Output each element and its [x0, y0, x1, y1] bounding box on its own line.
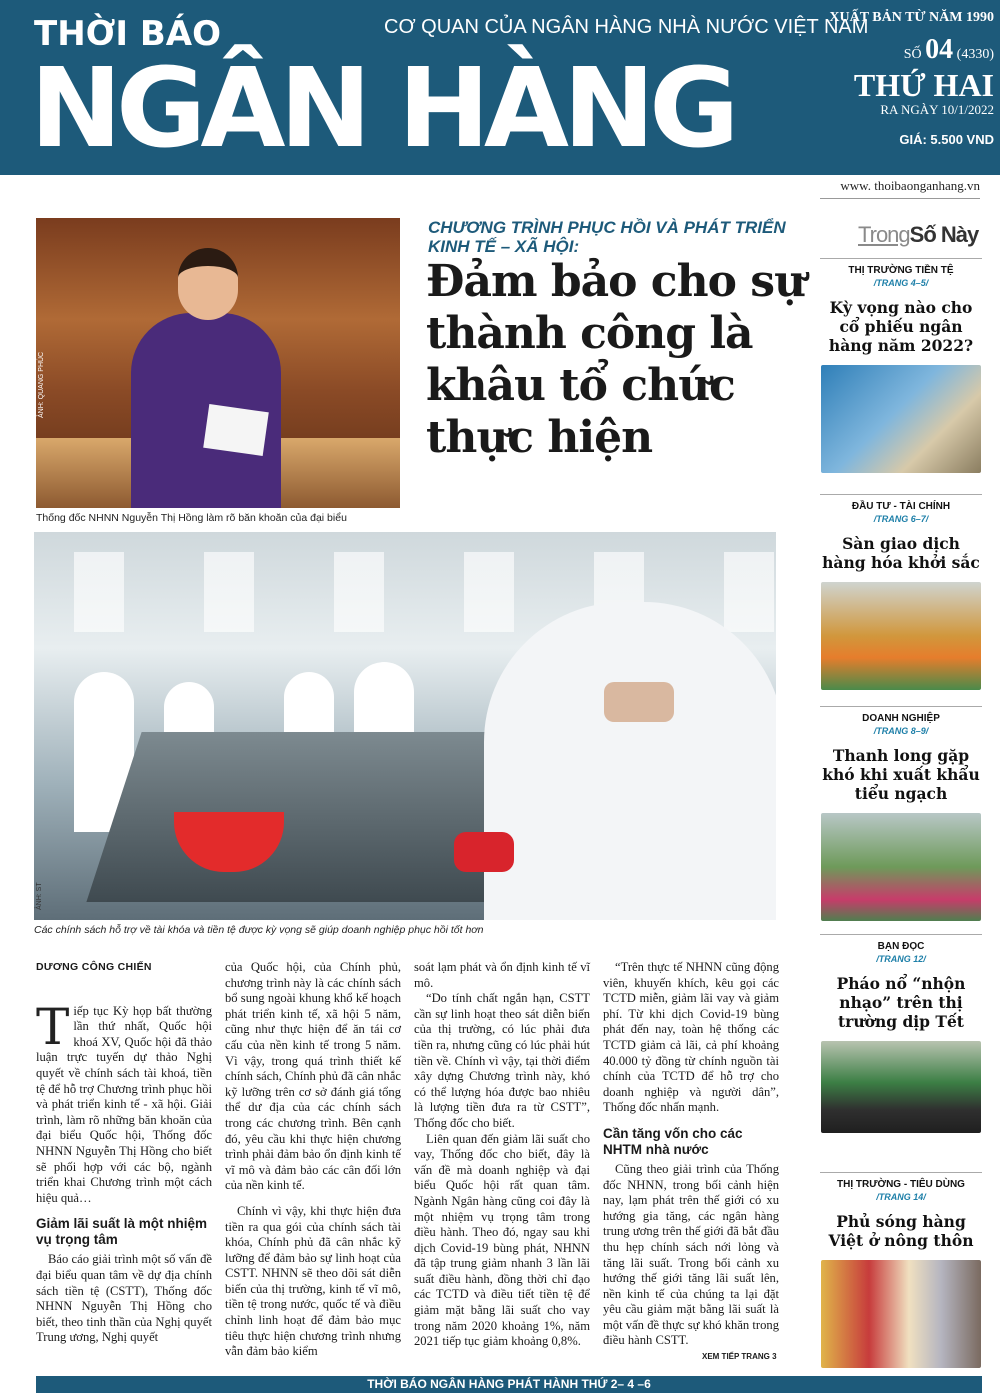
photo-person-head [178, 248, 238, 320]
photo-paper [203, 404, 269, 456]
sidebar-pages: /TRANG 6–7/ [873, 514, 929, 524]
divider [820, 706, 982, 707]
lead-photo-caption: Thống đốc NHNN Nguyễn Thị Hồng làm rõ băn khoăn của đại biểu [36, 512, 347, 524]
sidebar-title-b: Số Này [909, 222, 979, 247]
since-year: XUẤT BẢN TỪ NĂM 1990 [829, 10, 994, 25]
sidebar-category: ĐẦU TƯ - TÀI CHÍNH [851, 501, 951, 512]
issue-num: 04 [925, 34, 954, 65]
subhead: Giảm lãi suất là một nhiệm vụ trọng tâm [36, 1216, 208, 1248]
sidebar-pages: /TRANG 14/ [876, 1192, 926, 1202]
headline-kicker: CHƯƠNG TRÌNH PHỤC HỒI VÀ PHÁT TRIỂN KINH TẾ – XÃ HỘI: [428, 218, 786, 256]
sidebar-photo [821, 365, 981, 473]
sidebar-pages: /TRANG 4–5/ [873, 278, 929, 288]
issue-prefix: SỐ [903, 47, 922, 62]
sidebar-category: THỊ TRƯỜNG TIỀN TỆ [848, 265, 954, 276]
article-column-1 [36, 960, 212, 1346]
sidebar-item[interactable] [820, 494, 982, 690]
masthead-title: NGÂN HÀNG [30, 44, 734, 172]
sidebar-headline[interactable]: Phủ sóng hàng Việt ở nông thôn [828, 1212, 974, 1250]
masthead [0, 0, 1000, 175]
sidebar-headline[interactable]: Kỳ vọng nào cho cổ phiếu ngân hàng năm 2022? [828, 298, 974, 355]
photo-worker-face [604, 682, 674, 722]
article-paragraph: Chính vì vậy, khi thực hiện đưa tiền ra qua gói của chính sách tài khóa, Chính phủ đã cân nhắc kỹ lưỡng để đảm bảo sự linh hoạt của CSTT. NHNN sẽ theo dõi sát diễn biến của thị trường, kinh tế vĩ mô, tiền tệ trong nước, quốc tế và điều chỉnh linh hoạt để đảm bảo mục tiêu thực hiện chương trình nhưng vẫn đảm bảo kiểm [225, 1203, 401, 1359]
dropcap: T [36, 997, 70, 1056]
publish-date: RA NGÀY 10/1/2022 [880, 102, 994, 117]
price: GIÁ: 5.500 VND [899, 132, 994, 147]
sidebar-pages: /TRANG 8–9/ [873, 726, 929, 736]
article-paragraph: soát lạm phát và ổn định kinh tế vĩ mô. [414, 960, 590, 990]
lead-photo [36, 218, 400, 508]
continued-link[interactable]: XEM TIẾP TRANG 3 [702, 1352, 777, 1361]
sidebar-category: THỊ TRƯỜNG - TIÊU DÙNG [837, 1179, 965, 1190]
article-paragraph: Báo cáo giải trình một số vấn đề đại biểu quan tâm về dự địa chính sách tiền tệ (CSTT), Thống đốc NHNN Nguyễn Thị Hồng cho biết, theo tinh thần của Nghị quyết Trung ương, Nghị quyết [36, 1252, 212, 1345]
article-paragraph [36, 997, 212, 1207]
issue-info [818, 10, 994, 147]
factory-photo [34, 532, 776, 920]
article-column-4 [603, 960, 779, 1349]
article-paragraph: “Do tính chất ngắn hạn, CSTT cần sự linh hoạt theo sát diễn biến của thị trường, có lúc phải đưa tiền ra, nhưng cũng có lúc phải hút tiền về. Chính vì vậy, tại thời điểm xây dựng Chương trình này, khó có thể lượng hóa được bao nhiêu là lượng tiền đưa ra từ CSTT”, Thống đốc cho biết. [414, 991, 590, 1130]
paragraph-text: iếp tục Kỳ họp bất thường lần thứ nhất, Quốc hội khoá XV, Quốc hội đã thảo luận trực tuyến dự thảo Nghị quyết về chính sách tài khoá, tiền tệ để hỗ trợ Chương trình phục hồi và phát triển kinh tế - xã hội. Giải trình, làm rõ những băn khoăn của đại biểu Quốc hội, Thống đốc NHNN Nguyễn Thị Hồng cho biết sẽ phối hợp với các bộ, ngành triển khai Chương trình một cách hiệu quả… [36, 1003, 212, 1205]
sidebar-item[interactable] [820, 934, 982, 1133]
sidebar-headline[interactable]: Pháo nổ “nhộn nhạo” trên thị trường dịp Tết [836, 974, 966, 1031]
divider [820, 1172, 982, 1173]
sidebar-photo [821, 813, 981, 921]
article-column-3 [414, 960, 590, 1350]
divider [820, 258, 982, 259]
article-paragraph: của Quốc hội, của Chính phủ, chương trình này là các chính sách bổ sung ngoài khung khổ kế hoạch phát triển kinh tế, xã hội 5 năm, cũng như thực hiện để ăn tái cơ cấu của nền kinh tế trong 5 năm. Vì vậy, trong quá trình thiết kế chính sách, Chính phủ đã cân nhắc kỹ lưỡng trên cơ sở đánh giá tổng thể dư địa của các chính sách trong các chương trình. Bên cạnh đó, yêu cầu khi thực hiện chương trình phải đảm bảo ổn định kinh tế vĩ mô và đảm bảo các cân đối lớn của nền kinh tế. [225, 960, 401, 1193]
article-column-2 [225, 960, 401, 1360]
sidebar-item[interactable] [820, 258, 982, 473]
photo-worker [484, 602, 776, 920]
footer-banner: THỜI BÁO NGÂN HÀNG PHÁT HÀNH THỨ 2– 4 –6 [36, 1376, 982, 1393]
sidebar-photo [821, 1041, 981, 1133]
sidebar-pages: /TRANG 12/ [876, 954, 926, 964]
article-paragraph: Cũng theo giải trình của Thống đốc NHNN, trong bối cảnh hiện nay, lạm phát trên thế giới có xu hướng gia tăng, các ngân hàng trung ương trên thế giới đã bắt đầu thu hẹp chính sách nới lỏng và tăng lãi suất. Trong bối cảnh xu hướng thế giới tăng lãi suất lên, nền kinh tế của chúng ta lại đặt yêu cầu giảm mặt bằng lãi suất là một vấn đề thực sự khó khăn trong điều hành CSTT. [603, 1161, 779, 1348]
weekday: THỨ HAI [853, 67, 994, 103]
article-paragraph: “Trên thực tế NHNN cũng động viên, khuyến khích, kêu gọi các TCTD miễn, giảm lãi vay và giảm phí. Từ khi dịch Covid-19 bùng phát đến nay, toàn hệ thống các TCTD giảm cả lãi, cả phí khoảng 40.000 tỷ đồng từ chính nguồn tài chính của TCTD để hỗ trợ cho doanh nghiệp và người dân”, Thống đốc nhấn mạnh. [603, 960, 779, 1115]
photo-red-glove [454, 832, 514, 872]
sidebar-headline[interactable]: Thanh long gặp khó khi xuất khẩu tiểu ngạch [822, 746, 980, 803]
masthead-agency: CƠ QUAN CỦA NGÂN HÀNG NHÀ NƯỚC VIỆT NAM [384, 16, 869, 38]
factory-photo-caption: Các chính sách hỗ trợ về tài khóa và tiền tệ được kỳ vọng sẽ giúp doanh nghiệp phục hồi tốt hơn [34, 924, 484, 936]
sidebar-headline[interactable]: Sàn giao dịch hàng hóa khởi sắc [822, 534, 980, 572]
sidebar-category: BẠN ĐỌC [877, 941, 925, 952]
sidebar-photo [821, 1260, 981, 1368]
website-link[interactable]: www. thoibaonganhang.vn [840, 178, 980, 193]
sidebar-item[interactable] [820, 1172, 982, 1368]
sidebar-category: DOANH NGHIỆP [862, 713, 940, 724]
photo-credit: ẢNH: ST [36, 882, 43, 910]
divider [820, 494, 982, 495]
sidebar-title-a: Trong [858, 222, 910, 247]
photo-credit: ẢNH: QUANG PHÚC [38, 351, 45, 418]
masthead-small-title: THỜI BÁO [34, 14, 221, 54]
issue-total: (4330) [956, 47, 994, 62]
sidebar-title [858, 222, 978, 248]
article-paragraph: Liên quan đến giảm lãi suất cho vay, Thống đốc cho biết, đây là vấn đề mà doanh nghiệp và đại biểu Quốc hội rất quan tâm. Ngành Ngân hàng cũng coi đây là một nhiệm vụ trọng tâm trong điều hành. Theo đó, ngay sau khi dịch Covid-19 bùng phát, NHNN đã tập trung giảm nhanh 3 lần lãi suất điều hành, đồng thời chỉ đạo các TCTD và điều tiết tiền tệ để giảm mặt bằng lãi suất cho vay trong năm 2020 khoảng 1%, năm 2021 tiếp tục giảm khoảng 0,8%. [414, 1131, 590, 1349]
sidebar-item[interactable] [820, 706, 982, 921]
divider [820, 934, 982, 935]
main-headline[interactable]: Đảm bảo cho sự thành công là khâu tổ chức thực hiện [426, 256, 805, 463]
issue-number [818, 34, 994, 66]
divider [820, 198, 980, 199]
byline: DƯƠNG CÔNG CHIẾN [36, 961, 152, 973]
sidebar-photo [821, 582, 981, 690]
subhead: Cần tăng vốn cho các NHTM nhà nước [603, 1125, 743, 1157]
